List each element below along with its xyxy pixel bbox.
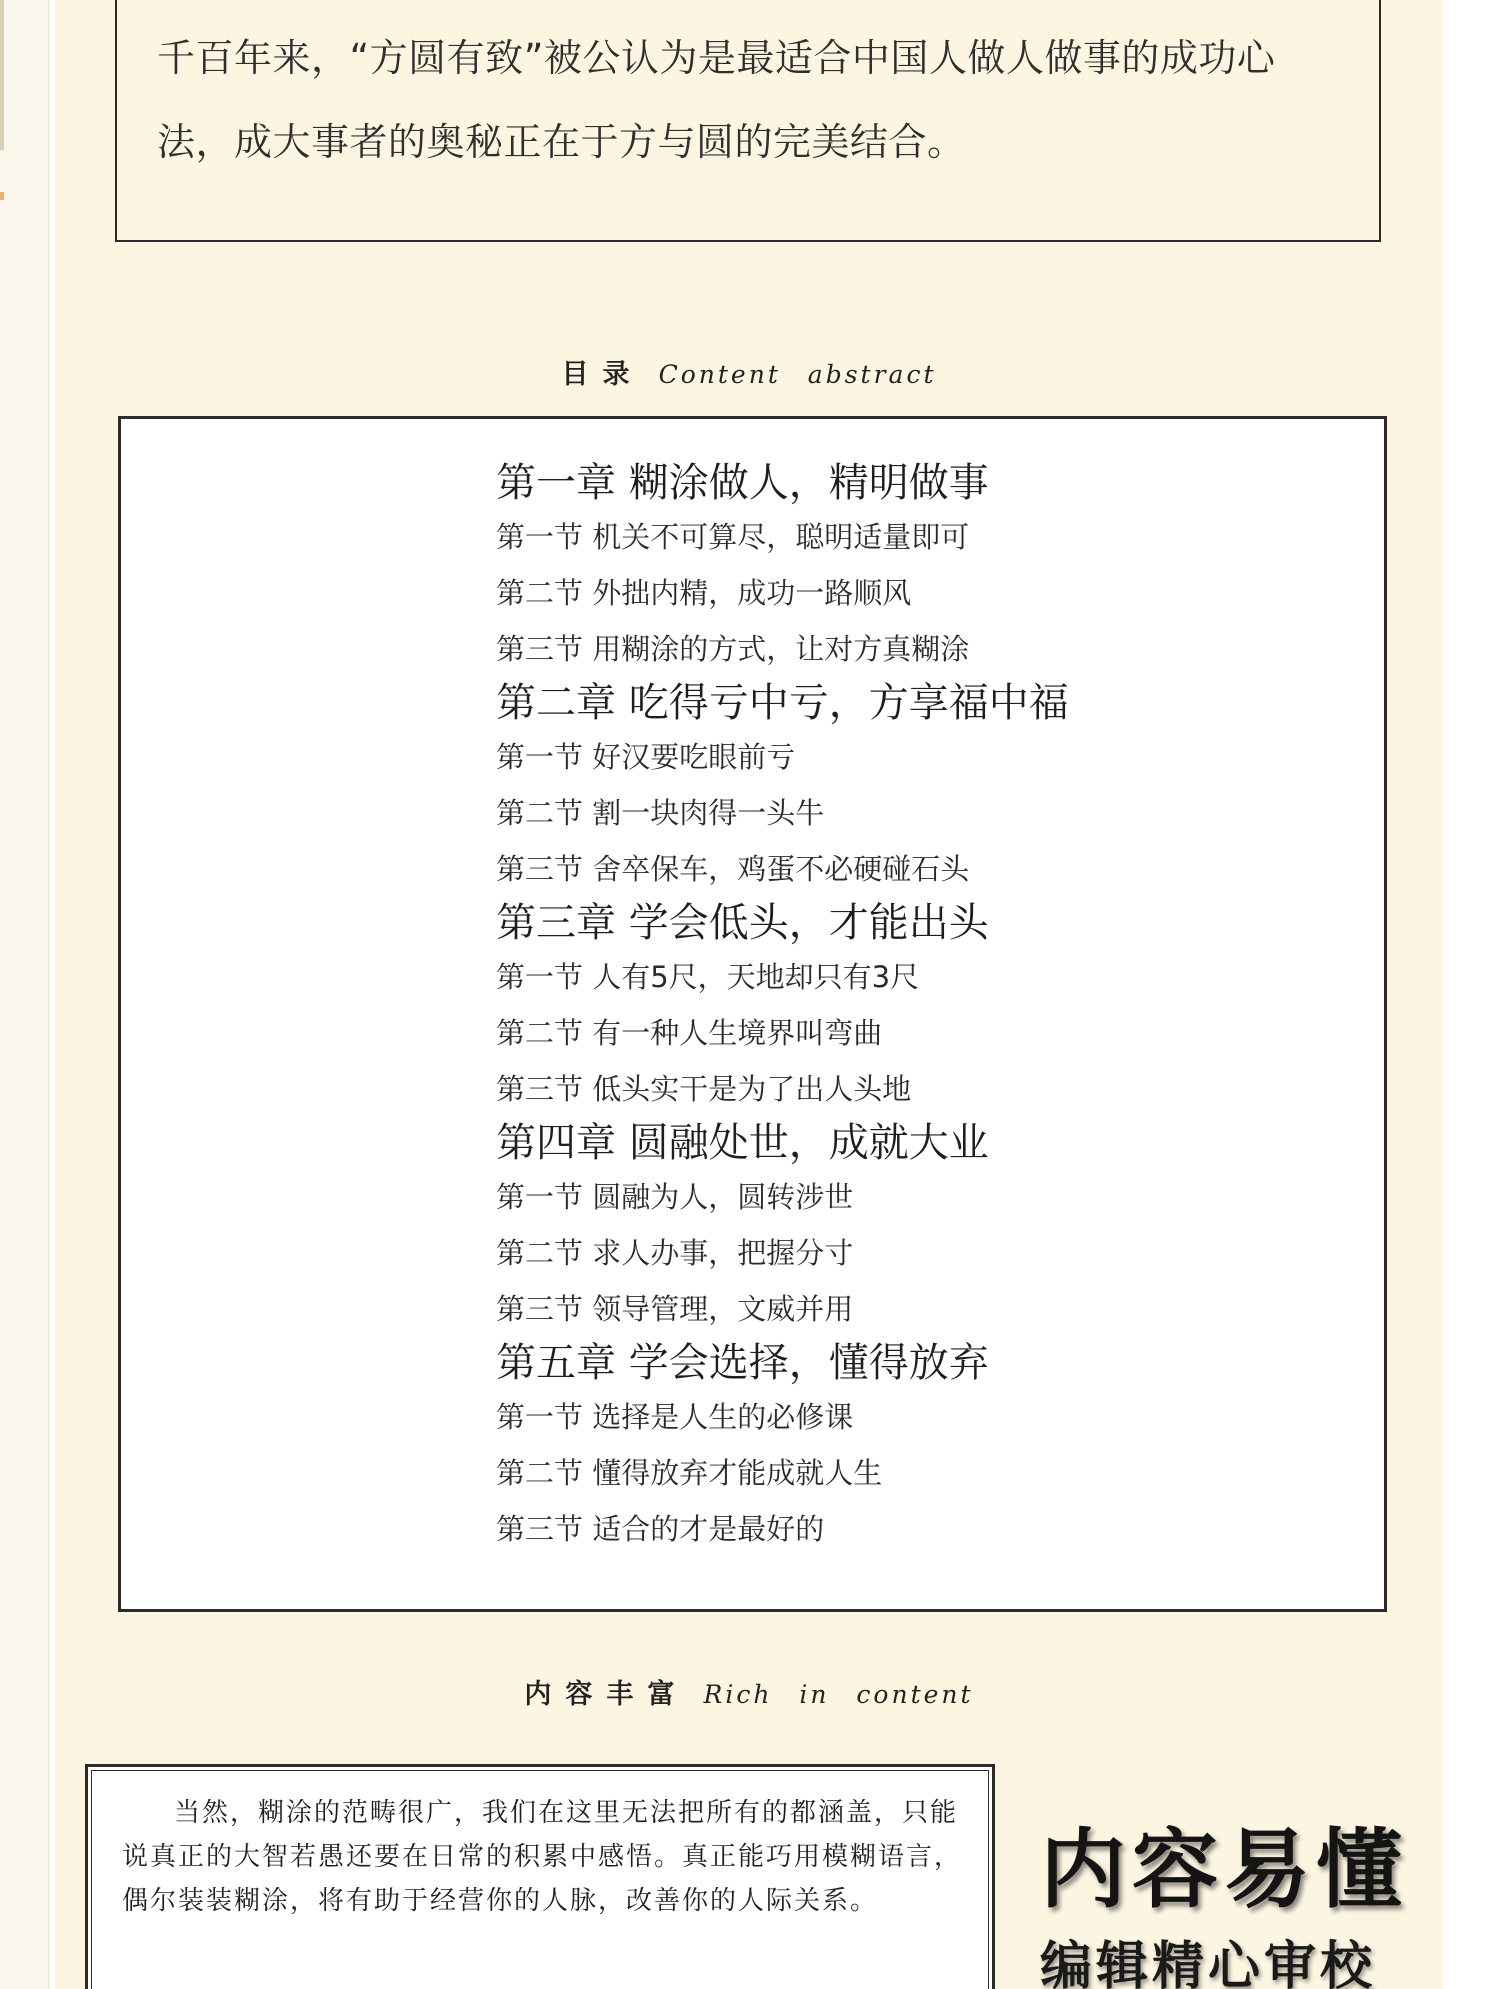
toc-chapter bbox=[496, 457, 1296, 677]
section-item: 第一节 机关不可算尽，聪明适量即可 bbox=[496, 520, 970, 554]
section-item: 第二节 外拙内精，成功一路顺风 bbox=[496, 576, 912, 610]
toc-list bbox=[496, 457, 1296, 1557]
section-item: 第三节 领导管理，文威并用 bbox=[496, 1292, 854, 1326]
section-item: 第一节 圆融为人，圆转涉世 bbox=[496, 1180, 854, 1214]
chapter-title: 第四章 圆融处世，成就大业 bbox=[496, 1120, 989, 1166]
rich-title-en: Rich in content bbox=[703, 1680, 974, 1709]
product-detail-page bbox=[55, 0, 1443, 1989]
section-item: 第二节 求人办事，把握分寸 bbox=[496, 1236, 854, 1270]
section-item: 第三节 低头实干是为了出人头地 bbox=[496, 1072, 912, 1106]
intro-box bbox=[115, 0, 1381, 242]
section-item: 第二节 有一种人生境界叫弯曲 bbox=[496, 1016, 883, 1050]
side-heading: 内容易懂 bbox=[1040, 1819, 1408, 1920]
left-edge-mark bbox=[0, 0, 4, 150]
toc-chapter bbox=[496, 1117, 1296, 1337]
section-item: 第三节 适合的才是最好的 bbox=[496, 1512, 825, 1546]
section-item: 第一节 人有5尺，天地却只有3尺 bbox=[496, 960, 920, 994]
toc-section-title bbox=[55, 352, 1443, 391]
left-edge-accent bbox=[0, 192, 4, 200]
section-item: 第二节 割一块肉得一头牛 bbox=[496, 796, 825, 830]
excerpt-text: 当然，糊涂的范畴很广，我们在这里无法把所有的都涵盖，只能说真正的大智若愚还要在日常的积累中感悟。真正能巧用模糊语言，偶尔装装糊涂，将有助于经营你的人脉，改善你的人际关系。 bbox=[122, 1798, 963, 1916]
section-item: 第一节 好汉要吃眼前亏 bbox=[496, 740, 796, 774]
chapter-title: 第五章 学会选择，懂得放弃 bbox=[496, 1340, 989, 1386]
chapter-title: 第二章 吃得亏中亏，方享福中福 bbox=[496, 680, 1069, 726]
left-margin-strip bbox=[0, 0, 49, 1989]
toc-title-cn: 目录 bbox=[561, 359, 644, 390]
section-item: 第二节 懂得放弃才能成就人生 bbox=[496, 1456, 883, 1490]
section-item: 第三节 舍卒保车，鸡蛋不必硬碰石头 bbox=[496, 852, 970, 886]
side-subheading: 编辑精心审校 bbox=[1040, 1936, 1377, 1989]
toc-chapter bbox=[496, 1337, 1296, 1557]
right-margin bbox=[1443, 0, 1500, 1989]
excerpt-inner-frame bbox=[91, 1770, 989, 1989]
toc-title-en: Content abstract bbox=[658, 360, 937, 389]
rich-title-cn: 内容丰富 bbox=[524, 1679, 689, 1710]
toc-chapter bbox=[496, 677, 1296, 897]
excerpt-box bbox=[85, 1764, 995, 1989]
section-item: 第三节 用糊涂的方式，让对方真糊涂 bbox=[496, 632, 970, 666]
chapter-title: 第三章 学会低头，才能出头 bbox=[496, 900, 989, 946]
chapter-title: 第一章 糊涂做人，精明做事 bbox=[496, 460, 989, 506]
section-item: 第一节 选择是人生的必修课 bbox=[496, 1400, 854, 1434]
table-of-contents bbox=[118, 416, 1387, 1612]
toc-chapter bbox=[496, 897, 1296, 1117]
intro-text: 千百年来，“方圆有致”被公认为是最适合中国人做人做事的成功心法，成大事者的奥秘正在于方与圆的完美结合。 bbox=[157, 36, 1276, 164]
rich-content-section-title bbox=[55, 1672, 1443, 1711]
